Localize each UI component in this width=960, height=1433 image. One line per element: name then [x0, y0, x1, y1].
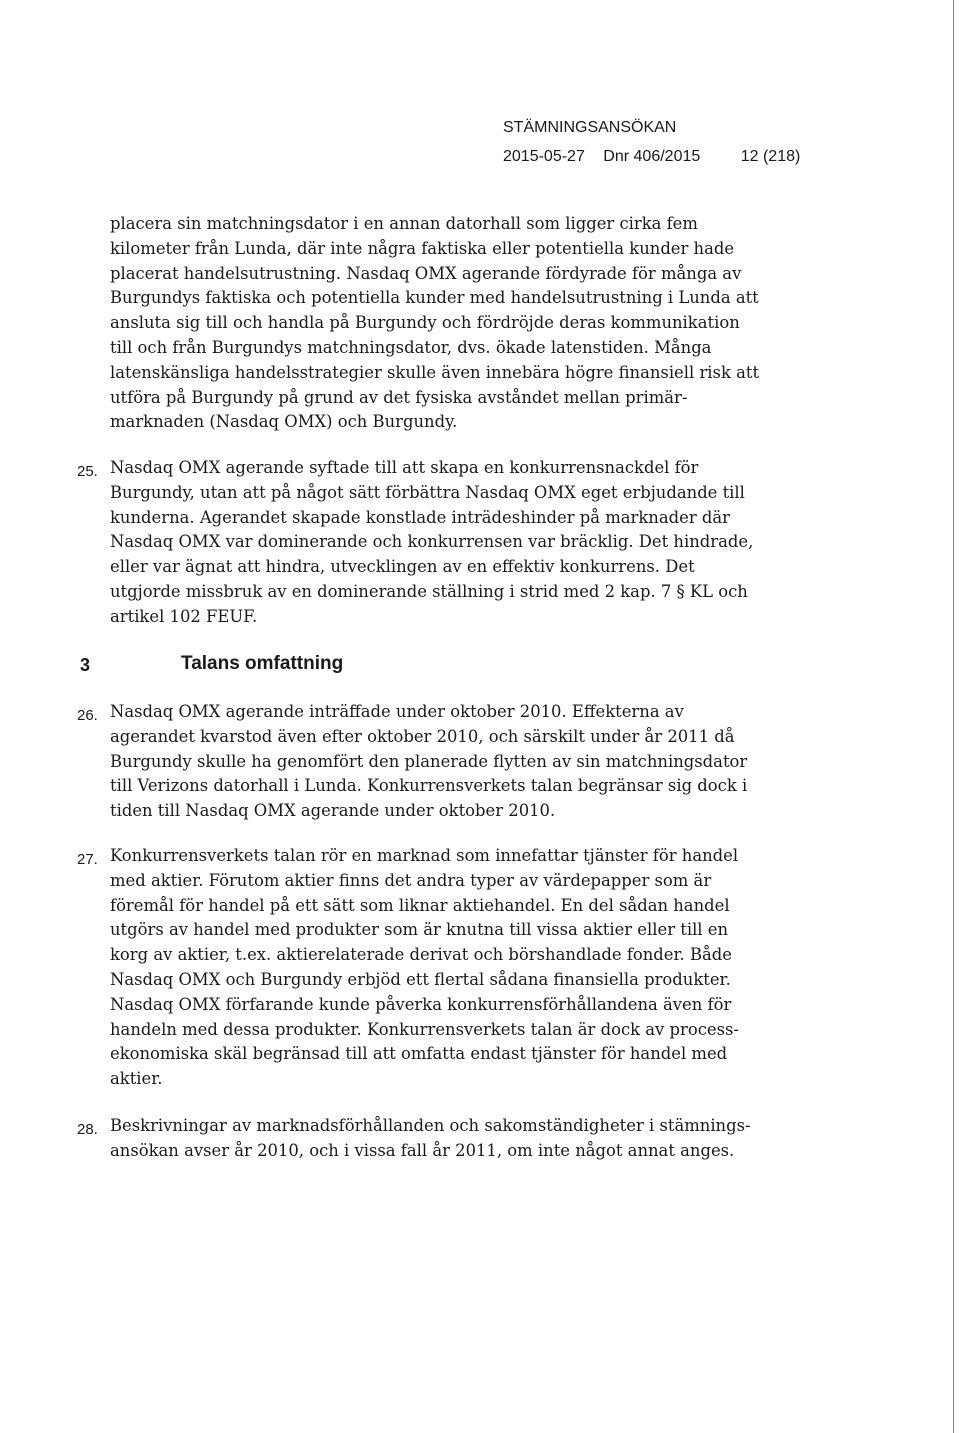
- paragraph-27: [110, 844, 739, 1092]
- text-line: ekonomiska skäl begränsad till att omfatta endast tjänster för handel med: [110, 1044, 728, 1064]
- text-line: ansökan avser år 2010, och i vissa fall år 2011, om inte något annat anges.: [110, 1140, 735, 1160]
- text-line: Nasdaq OMX förfarande kunde påverka konkurrensförhållandena även för: [110, 994, 732, 1014]
- text-line: ansluta sig till och handla på Burgundy och fördröjde deras kommunikation: [110, 313, 740, 333]
- text-line: till Verizons datorhall i Lunda. Konkurrensverkets talan begränsar sig dock i: [110, 776, 748, 796]
- text-line: Konkurrensverkets talan rör en marknad som innefattar tjänster för handel: [110, 846, 739, 865]
- text-line: kunderna. Agerandet skapade konstlade inträdeshinder på marknader där: [110, 507, 730, 527]
- text-line: placerat handelsutrustning. Nasdaq OMX agerande fördyrade för många av: [110, 263, 742, 283]
- paragraph-number-26: 26.: [77, 707, 98, 724]
- text-line: Burgundys faktiska och potentiella kunder med handelsutrustning i Lunda att: [110, 288, 759, 308]
- text-line: kilometer från Lunda, där inte några faktiska eller potentiella kunder hade: [110, 238, 735, 258]
- text-line: Burgundy skulle ha genomfört den planerade flytten av sin matchningsdator: [110, 751, 748, 771]
- text-line: handeln med dessa produkter. Konkurrensverkets talan är dock av process-: [110, 1019, 739, 1039]
- text-line: Nasdaq OMX var dominerande och konkurrensen var bräcklig. Det hindrade,: [110, 532, 754, 552]
- text-line: marknaden (Nasdaq OMX) och Burgundy.: [110, 412, 458, 432]
- text-line: tiden till Nasdaq OMX agerande under oktober 2010.: [110, 801, 556, 821]
- document-date: 2015-05-27: [503, 148, 585, 165]
- text-line: föremål för handel på ett sätt som liknar aktiehandel. En del sådan handel: [110, 895, 730, 915]
- text-line: Nasdaq OMX agerande syftade till att skapa en konkurrensnackdel för: [110, 458, 699, 477]
- text-line: aktier.: [110, 1069, 163, 1089]
- text-line: utföra på Burgundy på grund av det fysiska avståndet mellan primär-: [110, 387, 688, 407]
- text-line: eller var ägnat att hindra, utvecklingen av en effektiv konkurrens. Det: [110, 557, 695, 577]
- paragraph-number-25: 25.: [77, 463, 98, 480]
- section-title: Talans omfattning: [181, 653, 344, 674]
- text-line: utgjorde missbruk av en dominerande ställning i strid med 2 kap. 7 § KL och: [110, 581, 748, 601]
- text-line: Nasdaq OMX agerande inträffade under oktober 2010. Effekterna av: [110, 702, 684, 721]
- text-line: agerandet kvarstod även efter oktober 2010, och särskilt under år 2011 då: [110, 726, 735, 746]
- text-line: med aktier. Förutom aktier finns det andra typer av värdepapper som är: [110, 870, 712, 890]
- text-line: Beskrivningar av marknadsförhållanden och sakomständigheter i stämnings-: [110, 1116, 751, 1135]
- text-line: latenskänsliga handelsstrategier skulle även innebära högre finansiell risk att: [110, 362, 760, 382]
- text-line: till och från Burgundys matchningsdator, dvs. ökade latenstiden. Många: [110, 337, 712, 357]
- section-number: 3: [80, 655, 91, 675]
- header-reference-line: [503, 147, 800, 167]
- text-line: korg av aktier, t.ex. aktierelaterade derivat och börshandlade fonder. Både: [110, 945, 732, 965]
- paragraph-26: [110, 700, 747, 824]
- paragraph-28: [110, 1114, 751, 1164]
- page-number: 12 (218): [740, 148, 801, 165]
- text-line: Burgundy, utan att på något sätt förbättra Nasdaq OMX eget erbjudande till: [110, 482, 745, 502]
- diary-number: Dnr 406/2015: [603, 148, 701, 165]
- text-line: artikel 102 FEUF.: [110, 606, 258, 626]
- document-type: STÄMNINGSANSÖKAN: [503, 119, 677, 136]
- paragraph-25: [110, 456, 753, 630]
- page-edge-rule: [953, 0, 954, 1433]
- text-line: Nasdaq OMX och Burgundy erbjöd ett flertal sådana finansiella produkter.: [110, 969, 731, 989]
- text-line: placera sin matchningsdator i en annan datorhall som ligger cirka fem: [110, 214, 698, 233]
- paragraph-number-28: 28.: [77, 1121, 98, 1138]
- text-line: utgörs av handel med produkter som är knutna till vissa aktier eller till en: [110, 920, 729, 940]
- paragraph-number-27: 27.: [77, 851, 98, 868]
- paragraph-continuation: [110, 212, 759, 435]
- document-header: [503, 118, 800, 167]
